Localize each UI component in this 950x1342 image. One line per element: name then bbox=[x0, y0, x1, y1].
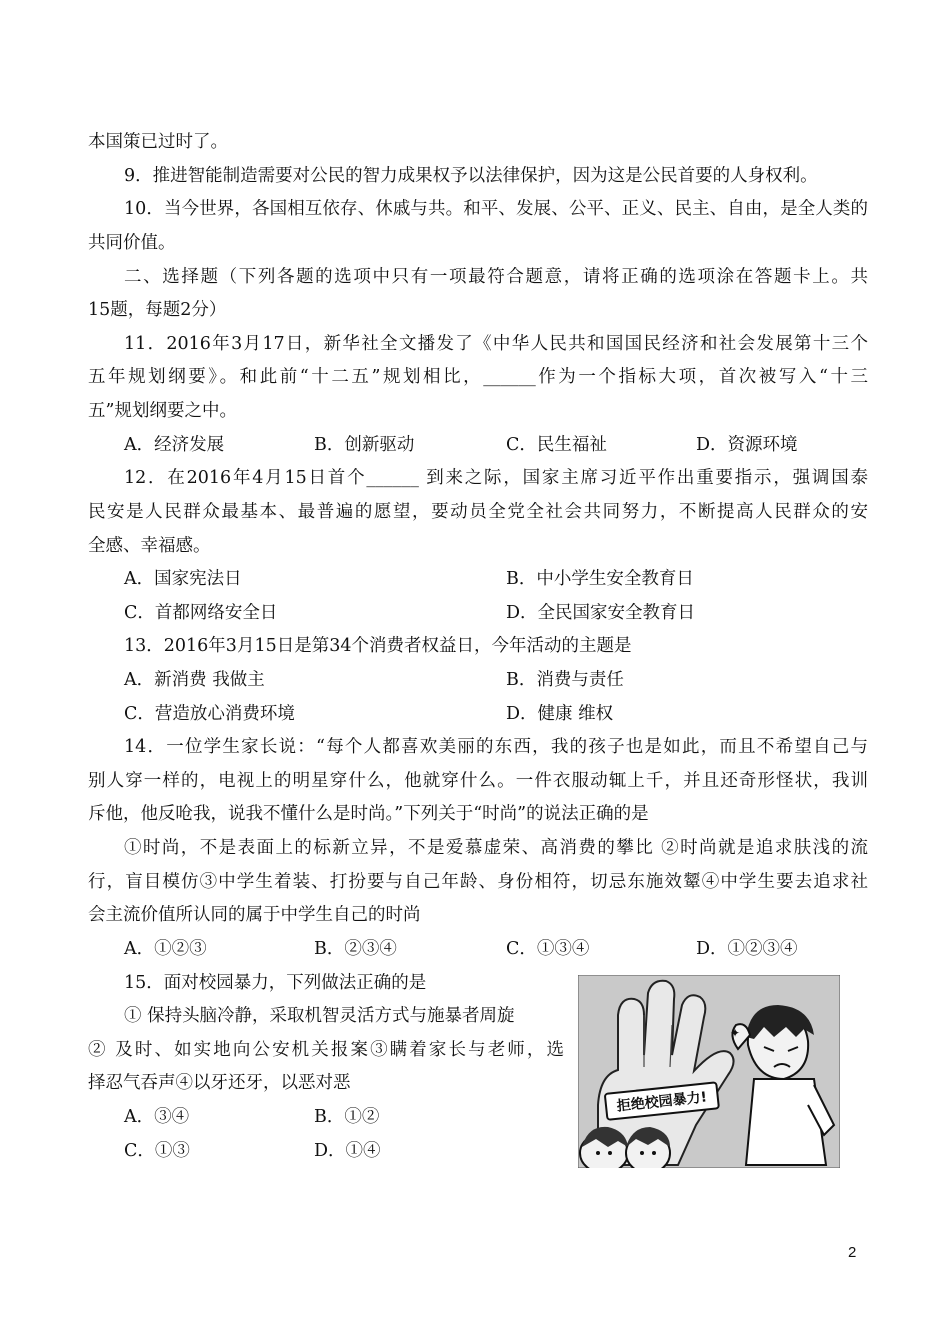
option-b: B．创新驱动 bbox=[314, 435, 415, 455]
text-line: 共同价值。 bbox=[88, 233, 176, 253]
text-line: 五年规划纲要》。和此前“十二五”规划相比，______作为一个指标大项，首次被写入“十三 bbox=[88, 367, 868, 387]
text-line: 15题，每题2分） bbox=[88, 300, 227, 320]
question-15: 15．面对校园暴力，下列做法正确的是 bbox=[124, 973, 427, 993]
text-line: 本国策已过时了。 bbox=[88, 132, 228, 152]
question-11: 11．2016年3月17日，新华社全文播发了《中华人民共和国国民经济和社会发展第十三个 bbox=[124, 334, 868, 354]
option-d: D．①②③④ bbox=[696, 939, 798, 959]
text-line: 别人穿一样的，电视上的明星穿什么，他就穿什么。一件衣服动辄上千，并且还奇形怪状，我训 bbox=[88, 771, 868, 791]
text-line: 全感、幸福感。 bbox=[88, 536, 211, 556]
question-12: 12．在2016年4月15日首个______ 到来之际，国家主席习近平作出重要指示，强调国泰 bbox=[124, 468, 868, 488]
option-c: C．营造放心消费环境 bbox=[124, 704, 295, 724]
cartoon-sign-text: 拒绝校园暴力! bbox=[616, 1089, 708, 1115]
option-b: B．①② bbox=[314, 1107, 380, 1127]
option-a: A．③④ bbox=[124, 1107, 190, 1127]
question-9: 9．推进智能制造需要对公民的智力成果权予以法律保护，因为这是公民首要的人身权利。 bbox=[124, 166, 818, 186]
option-d: D．健康 维权 bbox=[506, 704, 614, 724]
text-line: 民安是人民群众最基本、最普遍的愿望，要动员全党全社会共同努力，不断提高人民群众的安 bbox=[88, 502, 868, 522]
svg-text:✦: ✦ bbox=[730, 1026, 741, 1040]
question-14: 14．一位学生家长说：“每个人都喜欢美丽的东西，我的孩子也是如此，而且不希望自己与 bbox=[124, 737, 868, 757]
option-c: C．①③④ bbox=[506, 939, 590, 959]
text-line: 五”规划纲要之中。 bbox=[88, 401, 237, 421]
option-d: D．资源环境 bbox=[696, 435, 798, 455]
page-number: 2 bbox=[848, 1244, 857, 1261]
option-b: B．中小学生安全教育日 bbox=[506, 569, 694, 589]
option-d: D．全民国家安全教育日 bbox=[506, 603, 696, 623]
option-a: A．①②③ bbox=[124, 939, 207, 959]
option-b: B．消费与责任 bbox=[506, 670, 624, 690]
option-c: C．首都网络安全日 bbox=[124, 603, 278, 623]
option-c: C．①③ bbox=[124, 1141, 190, 1161]
option-d: D．①④ bbox=[314, 1141, 381, 1161]
section-heading: 二、选择题（下列各题的选项中只有一项最符合题意，请将正确的选项涂在答题卡上。共 bbox=[124, 267, 868, 287]
text-line: ① 保持头脑冷静，采取机智灵活方式与施暴者周旋 bbox=[124, 1006, 515, 1026]
option-c: C．民生福祉 bbox=[506, 435, 607, 455]
text-line: 会主流价值所认同的属于中学生自己的时尚 bbox=[88, 905, 421, 925]
text-line: 行，盲目模仿③中学生着装、打扮要与自己年龄、身份相符，切忌东施效颦④中学生要去追求社 bbox=[88, 872, 868, 892]
option-b: B．②③④ bbox=[314, 939, 397, 959]
text-line: ② 及时、如实地向公安机关报案③瞒着家长与老师，选 bbox=[88, 1040, 564, 1060]
text-line: ①时尚，不是表面上的标新立异，不是爱慕虚荣、高消费的攀比 ②时尚就是追求肤浅的流 bbox=[124, 838, 868, 858]
option-a: A．新消费 我做主 bbox=[124, 670, 265, 690]
option-a: A．经济发展 bbox=[124, 435, 225, 455]
question-13: 13．2016年3月15日是第34个消费者权益日，今年活动的主题是 bbox=[124, 636, 632, 656]
text-line: 斥他，他反呛我，说我不懂什么是时尚。”下列关于“时尚”的说法正确的是 bbox=[88, 804, 649, 824]
anti-violence-cartoon-illustration bbox=[578, 975, 840, 1168]
text-line: 择忍气吞声④以牙还牙，以恶对恶 bbox=[88, 1073, 351, 1093]
question-10: 10．当今世界，各国相互依存、休戚与共。和平、发展、公平、正义、民主、自由，是全人类的 bbox=[124, 199, 868, 219]
option-a: A．国家宪法日 bbox=[124, 569, 242, 589]
